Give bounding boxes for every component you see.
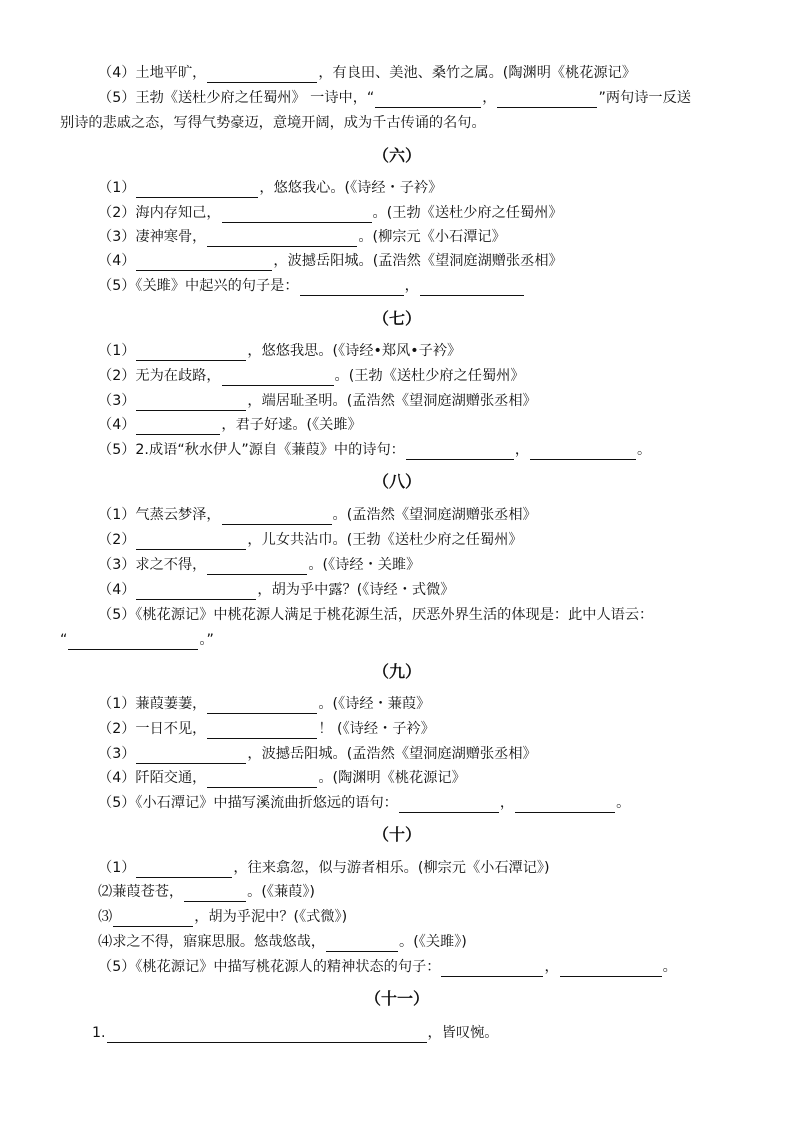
answer-blank[interactable] xyxy=(207,723,317,739)
s9-item-5-end: 。 xyxy=(616,795,631,811)
answer-blank[interactable] xyxy=(136,395,246,411)
s10-item-5-prefix: （5）《桃花源记》中描写桃花源人的精神状态的句子： xyxy=(98,959,441,975)
s6-item-3-suffix: 。(柳宗元《小石潭记》 xyxy=(358,229,506,245)
s8-item-5-close-quote: 。” xyxy=(199,632,214,648)
s6-item-1-suffix: ，悠悠我心。(《诗经・子衿》 xyxy=(259,180,443,196)
section-10-title: （十） xyxy=(372,825,421,844)
answer-blank[interactable] xyxy=(136,862,232,878)
answer-blank[interactable] xyxy=(207,698,317,714)
s5-item-5-suffix: ”两句诗一反送 xyxy=(598,90,691,106)
answer-blank[interactable] xyxy=(207,231,357,247)
s6-item-2-suffix: 。(王勃《送杜少府之任蜀州》 xyxy=(372,205,563,221)
s7-item-4-prefix: （4） xyxy=(98,417,136,433)
s8-item-5-text: （5）《桃花源记》中桃花源人满足于桃花源生活，厌恶外界生活的体现是：此中人语云： xyxy=(98,607,654,623)
s8-item-1 xyxy=(98,505,537,525)
s7-item-2-prefix: （2）无为在歧路， xyxy=(98,368,221,384)
s9-item-1-suffix: 。(《诗经・蒹葭》 xyxy=(318,696,431,712)
answer-blank[interactable] xyxy=(107,1027,427,1043)
answer-blank[interactable] xyxy=(136,584,256,600)
s5-item-5-prefix: （5）王勃《送杜少府之任蜀州》 一诗中，“ xyxy=(98,90,375,106)
s7-item-1-prefix: （1） xyxy=(98,343,136,359)
section-6-title: （六） xyxy=(372,146,421,165)
s7-item-5-sep: ， xyxy=(514,442,530,458)
s8-item-1-prefix: （1）气蒸云梦泽， xyxy=(98,507,221,523)
answer-blank[interactable] xyxy=(136,419,220,435)
s11-item-1-suffix: ，皆叹惋。 xyxy=(427,1025,499,1041)
s5-item-5-continued xyxy=(60,113,486,133)
s7-item-5-end: 。 xyxy=(637,442,652,458)
answer-blank[interactable] xyxy=(399,797,499,813)
s10-item-1-suffix: ，往来翕忽，似与游者相乐。(柳宗元《小石潭记》) xyxy=(233,860,550,876)
s7-item-1-suffix: ，悠悠我思。(《诗经•郑风•子衿》 xyxy=(247,343,462,359)
s8-item-2 xyxy=(98,530,523,550)
s9-item-4-suffix: 。(陶渊明《桃花源记》 xyxy=(318,770,466,786)
s11-item-1 xyxy=(92,1023,499,1043)
s6-item-3-prefix: （3）凄神寒骨， xyxy=(98,229,207,245)
s5-item-4-prefix: （4）土地平旷， xyxy=(98,65,207,81)
s7-item-1 xyxy=(98,341,461,361)
s6-item-2 xyxy=(98,203,563,223)
s8-item-2-suffix: ，儿女共沾巾。(王勃《送杜少府之任蜀州》 xyxy=(247,532,523,548)
s10-item-1-prefix: （1） xyxy=(98,860,136,876)
s9-item-2 xyxy=(98,719,435,739)
s8-item-2-prefix: （2） xyxy=(98,532,136,548)
s8-item-3-suffix: 。(《诗经・关雎》 xyxy=(308,557,421,573)
s8-item-4 xyxy=(98,580,454,600)
answer-blank[interactable] xyxy=(406,444,514,460)
s9-item-1-prefix: （1）蒹葭萋萋， xyxy=(98,696,207,712)
s9-item-3 xyxy=(98,744,537,764)
s7-item-5-prefix: （5）2.成语“秋水伊人”源自《蒹葭》中的诗句： xyxy=(98,442,405,458)
answer-blank[interactable] xyxy=(68,634,198,650)
section-7-title: （七） xyxy=(372,309,421,328)
section-8-title: （八） xyxy=(372,472,421,491)
answer-blank[interactable] xyxy=(136,534,246,550)
s8-item-4-suffix: ，胡为乎中露？(《诗经・式微》 xyxy=(257,582,455,598)
s10-item-1 xyxy=(98,858,550,878)
answer-blank[interactable] xyxy=(326,936,398,952)
s9-item-2-suffix: ！ (《诗经・子衿》 xyxy=(318,721,435,737)
s7-item-3 xyxy=(98,391,537,411)
s7-item-4-suffix: ，君子好逑。(《关雎》 xyxy=(221,417,362,433)
answer-blank[interactable] xyxy=(136,345,246,361)
s9-item-3-suffix: ，波撼岳阳城。(孟浩然《望洞庭湖赠张丞相》 xyxy=(247,746,537,762)
section-11-title: （十一） xyxy=(364,989,429,1008)
answer-blank[interactable] xyxy=(515,797,615,813)
s5-item-5-continued-text: 别诗的悲戚之态，写得气势豪迈，意境开阔，成为千古传诵的名句。 xyxy=(60,115,486,131)
s8-item-5-open-quote: “ xyxy=(60,632,68,648)
s9-item-1 xyxy=(98,694,430,714)
answer-blank[interactable] xyxy=(222,370,334,386)
answer-blank[interactable] xyxy=(441,961,543,977)
answer-blank[interactable] xyxy=(420,280,524,296)
answer-blank[interactable] xyxy=(136,748,246,764)
answer-blank[interactable] xyxy=(497,92,597,108)
answer-blank[interactable] xyxy=(530,444,636,460)
s10-item-4-prefix: ⑷求之不得，寤寐思服。悠哉悠哉， xyxy=(98,934,326,950)
s5-item-5 xyxy=(98,88,691,108)
s8-item-5-continued xyxy=(60,630,214,650)
s7-item-5 xyxy=(98,440,651,460)
s8-item-3-prefix: （3）求之不得， xyxy=(98,557,207,573)
answer-blank[interactable] xyxy=(560,961,662,977)
answer-blank[interactable] xyxy=(375,92,481,108)
s9-item-5-prefix: （5）《小石潭记》中描写溪流曲折悠远的语句： xyxy=(98,795,398,811)
s10-item-3-prefix: ⑶ xyxy=(98,909,113,925)
s6-item-5-sep: ， xyxy=(404,278,419,294)
s9-item-5 xyxy=(98,793,630,813)
s7-item-3-suffix: ，端居耻圣明。(孟浩然《望洞庭湖赠张丞相》 xyxy=(247,393,537,409)
s9-item-3-prefix: （3） xyxy=(98,746,136,762)
s9-item-2-prefix: （2）一日不见， xyxy=(98,721,207,737)
s9-item-5-sep: ， xyxy=(499,795,515,811)
answer-blank[interactable] xyxy=(300,280,404,296)
s8-item-1-suffix: 。(孟浩然《望洞庭湖赠张丞相》 xyxy=(332,507,537,523)
s10-item-2-suffix: 。(《蒹葭》) xyxy=(247,884,315,900)
s6-item-3 xyxy=(98,227,506,247)
s10-item-3-suffix: ，胡为乎泥中？(《式微》) xyxy=(194,909,348,925)
s6-item-4-suffix: ，波撼岳阳城。(孟浩然《望洞庭湖赠张丞相》 xyxy=(273,253,563,269)
s5-item-4-suffix: ，有良田、美池、桑竹之属。(陶渊明《桃花源记》 xyxy=(318,65,637,81)
answer-blank[interactable] xyxy=(207,67,317,83)
s10-item-2-prefix: ⑵蒹葭苍苍， xyxy=(98,884,184,900)
answer-blank[interactable] xyxy=(113,911,193,927)
section-9-title: （九） xyxy=(372,662,421,681)
s10-item-4-suffix: 。(《关雎》) xyxy=(399,934,467,950)
answer-blank[interactable] xyxy=(136,182,258,198)
s5-item-4 xyxy=(98,63,636,83)
s10-item-5 xyxy=(98,957,677,977)
s11-item-1-prefix: 1. xyxy=(92,1025,106,1041)
s6-item-5 xyxy=(98,276,525,296)
s7-item-3-prefix: （3） xyxy=(98,393,136,409)
s8-item-5 xyxy=(98,605,653,625)
s10-item-5-end: 。 xyxy=(662,959,677,975)
s6-item-2-prefix: （2）海内存知己， xyxy=(98,205,221,221)
answer-blank[interactable] xyxy=(184,886,246,902)
s6-item-5-prefix: （5）《关雎》中起兴的句子是： xyxy=(98,278,299,294)
s7-item-4 xyxy=(98,415,362,435)
s10-item-4 xyxy=(98,932,467,952)
s10-item-3 xyxy=(98,907,347,927)
s8-item-3 xyxy=(98,555,420,575)
s6-item-4-prefix: （4） xyxy=(98,253,136,269)
answer-blank[interactable] xyxy=(207,772,317,788)
s5-item-5-sep: ， xyxy=(482,90,497,106)
s8-item-4-prefix: （4） xyxy=(98,582,136,598)
s7-item-2-suffix: 。(王勃《送杜少府之任蜀州》 xyxy=(334,368,525,384)
s6-item-4 xyxy=(98,251,563,271)
s7-item-2 xyxy=(98,366,525,386)
answer-blank[interactable] xyxy=(222,207,372,223)
answer-blank[interactable] xyxy=(222,509,332,525)
s10-item-5-sep: ， xyxy=(544,959,559,975)
s9-item-4 xyxy=(98,768,466,788)
s9-item-4-prefix: （4）阡陌交通， xyxy=(98,770,207,786)
s6-item-1-prefix: （1） xyxy=(98,180,136,196)
answer-blank[interactable] xyxy=(207,559,307,575)
answer-blank[interactable] xyxy=(136,255,272,271)
s6-item-1 xyxy=(98,178,442,198)
s10-item-2 xyxy=(98,882,315,902)
